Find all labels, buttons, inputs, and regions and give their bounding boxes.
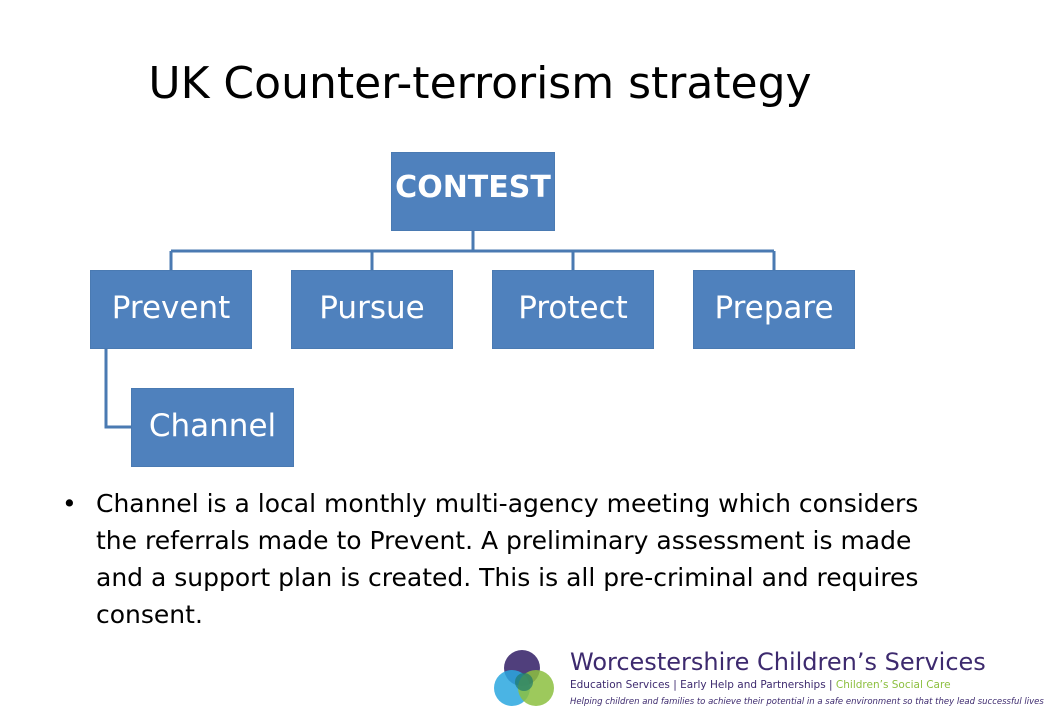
logo-service-social-care: Children’s Social Care (835, 679, 951, 691)
prevent-box (90, 270, 252, 349)
logo-separator: | (829, 679, 833, 691)
logo-service-early-help: Early Help and Partnerships (680, 679, 826, 691)
bullet-text: Channel is a local monthly multi-agency meeting which considers the referrals made to Prevent. A preliminary assessment is made and a support plan is created. This is all pre-criminal and requires consent. (96, 489, 919, 629)
connector-prevent-channel (106, 349, 131, 427)
logo-tagline: Helping children and families to achieve their potential in a safe environment so that they lead successful lives (570, 697, 1044, 707)
prevent-label: Prevent (111, 290, 231, 326)
logo-service-education: Education Services (570, 679, 670, 691)
protect-label: Protect (518, 290, 628, 326)
logo-services (570, 679, 951, 691)
pursue-label: Pursue (319, 290, 425, 326)
bullet-marker: • (62, 489, 77, 518)
protect-box (492, 270, 654, 349)
pursue-box (291, 270, 453, 349)
channel-box (131, 388, 294, 467)
channel-label: Channel (148, 408, 277, 444)
slide-title: UK Counter-terrorism strategy (148, 58, 812, 109)
logo-title: Worcestershire Children’s Services (570, 648, 986, 676)
logo-separator: | (673, 679, 677, 691)
prepare-label: Prepare (714, 290, 834, 326)
prepare-box (693, 270, 855, 349)
contest-box (391, 152, 555, 231)
contest-label: CONTEST (395, 170, 551, 205)
